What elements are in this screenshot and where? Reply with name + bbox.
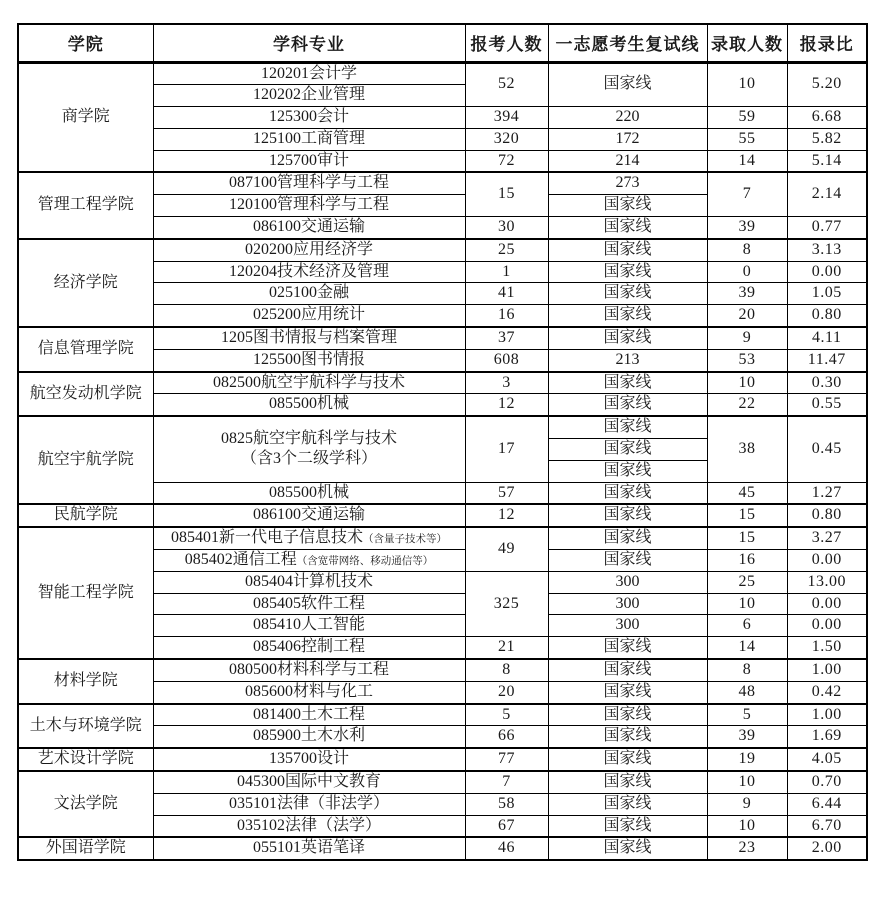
major-cell: 035101法律（非法学）: [153, 793, 465, 815]
retest-line-cell: 300: [548, 615, 707, 637]
applicants-cell: 67: [465, 815, 548, 837]
applicants-cell: 57: [465, 482, 548, 504]
admitted-cell: 10: [707, 815, 787, 837]
major-cell: 085410人工智能: [153, 615, 465, 637]
admitted-cell: 10: [707, 372, 787, 394]
admitted-cell: 39: [707, 726, 787, 748]
admitted-cell: 10: [707, 62, 787, 107]
retest-line-cell: 国家线: [548, 771, 707, 793]
major-cell: 087100管理科学与工程: [153, 172, 465, 194]
ratio-cell: 2.00: [787, 837, 867, 860]
major-cell: 085600材料与化工: [153, 681, 465, 703]
table-row: [18, 327, 867, 349]
header-ratio: 报录比: [787, 24, 867, 62]
major-cell: 125300会计: [153, 107, 465, 129]
major-cell: 055101英语笔译: [153, 837, 465, 860]
major-cell: 085404计算机技术: [153, 571, 465, 593]
applicants-cell: 12: [465, 504, 548, 527]
major-cell: 025100金融: [153, 283, 465, 305]
ratio-cell: 0.30: [787, 372, 867, 394]
admitted-cell: 25: [707, 571, 787, 593]
admitted-cell: 19: [707, 748, 787, 771]
table-row: [18, 504, 867, 527]
applicants-cell: 16: [465, 305, 548, 327]
ratio-cell: 0.00: [787, 550, 867, 572]
retest-line-cell: 国家线: [548, 460, 707, 482]
major-cell: 085405软件工程: [153, 593, 465, 615]
college-cell: 外国语学院: [18, 837, 153, 860]
ratio-cell: 2.14: [787, 172, 867, 216]
ratio-cell: 1.50: [787, 637, 867, 659]
admitted-cell: 15: [707, 504, 787, 527]
table-row: [18, 771, 867, 793]
major-cell: 020200应用经济学: [153, 239, 465, 261]
major-cell: 085500机械: [153, 394, 465, 416]
retest-line-cell: 国家线: [548, 239, 707, 261]
table-header: [18, 24, 867, 62]
applicants-cell: 49: [465, 527, 548, 571]
major-cell: 120204技术经济及管理: [153, 261, 465, 283]
college-cell: 管理工程学院: [18, 172, 153, 238]
table-row: [18, 172, 867, 194]
retest-line-cell: 300: [548, 571, 707, 593]
college-cell: 文法学院: [18, 771, 153, 837]
college-cell: 艺术设计学院: [18, 748, 153, 771]
retest-line-cell: 国家线: [548, 704, 707, 726]
major-cell: 120201会计学: [153, 62, 465, 85]
retest-line-cell: 214: [548, 150, 707, 172]
admitted-cell: 8: [707, 239, 787, 261]
admitted-cell: 0: [707, 261, 787, 283]
ratio-cell: 0.80: [787, 305, 867, 327]
major-cell: 035102法律（法学）: [153, 815, 465, 837]
applicants-cell: 58: [465, 793, 548, 815]
major-cell: 085500机械: [153, 482, 465, 504]
applicants-cell: 25: [465, 239, 548, 261]
applicants-cell: 1: [465, 261, 548, 283]
ratio-cell: 0.70: [787, 771, 867, 793]
applicants-cell: 3: [465, 372, 548, 394]
retest-line-cell: 273: [548, 172, 707, 194]
table-body: [18, 62, 867, 860]
applicants-cell: 52: [465, 62, 548, 107]
college-cell: 材料学院: [18, 659, 153, 704]
table-row: [18, 62, 867, 85]
retest-line-cell: 国家线: [548, 659, 707, 681]
ratio-cell: 4.11: [787, 327, 867, 349]
ratio-cell: 1.27: [787, 482, 867, 504]
admitted-cell: 20: [707, 305, 787, 327]
major-cell: 135700设计: [153, 748, 465, 771]
college-cell: 航空宇航学院: [18, 416, 153, 504]
applicants-cell: 30: [465, 217, 548, 239]
applicants-cell: 394: [465, 107, 548, 129]
admitted-cell: 55: [707, 128, 787, 150]
retest-line-cell: 国家线: [548, 416, 707, 438]
table-row: [18, 416, 867, 438]
major-cell: 082500航空宇航科学与技术: [153, 372, 465, 394]
ratio-cell: 0.00: [787, 261, 867, 283]
admitted-cell: 22: [707, 394, 787, 416]
header-retest-line: 一志愿考生复试线: [548, 24, 707, 62]
ratio-cell: 1.05: [787, 283, 867, 305]
major-cell: 0825航空宇航科学与技术 （含3个二级学科）: [153, 416, 465, 482]
admitted-cell: 16: [707, 550, 787, 572]
applicants-cell: 7: [465, 771, 548, 793]
header-college: 学院: [18, 24, 153, 62]
retest-line-cell: 国家线: [548, 327, 707, 349]
table-row: [18, 527, 867, 549]
applicants-cell: 46: [465, 837, 548, 860]
ratio-cell: 3.13: [787, 239, 867, 261]
major-cell: 125700审计: [153, 150, 465, 172]
college-cell: 信息管理学院: [18, 327, 153, 372]
ratio-cell: 3.27: [787, 527, 867, 549]
header-row: [18, 24, 867, 62]
applicants-cell: 72: [465, 150, 548, 172]
retest-line-cell: 国家线: [548, 550, 707, 572]
retest-line-cell: 300: [548, 593, 707, 615]
applicants-cell: 41: [465, 283, 548, 305]
admitted-cell: 9: [707, 793, 787, 815]
major-cell: 125100工商管理: [153, 128, 465, 150]
ratio-cell: 4.05: [787, 748, 867, 771]
ratio-cell: 6.70: [787, 815, 867, 837]
major-note: （含宽带网络、移动通信等）: [296, 556, 434, 568]
major-cell: 080500材料科学与工程: [153, 659, 465, 681]
major-cell: 085401新一代电子信息技术（含量子技术等）: [153, 527, 465, 549]
retest-line-cell: 国家线: [548, 793, 707, 815]
ratio-cell: 5.14: [787, 150, 867, 172]
ratio-cell: 1.00: [787, 659, 867, 681]
retest-line-cell: 国家线: [548, 217, 707, 239]
table-row: [18, 239, 867, 261]
ratio-cell: 0.55: [787, 394, 867, 416]
college-cell: 经济学院: [18, 239, 153, 327]
ratio-cell: 0.42: [787, 681, 867, 703]
major-cell: 085406控制工程: [153, 637, 465, 659]
table-row: [18, 748, 867, 771]
admitted-cell: 7: [707, 172, 787, 216]
ratio-cell: 1.00: [787, 704, 867, 726]
ratio-cell: 13.00: [787, 571, 867, 593]
retest-line-cell: 国家线: [548, 261, 707, 283]
ratio-cell: 1.69: [787, 726, 867, 748]
retest-line-cell: 国家线: [548, 394, 707, 416]
retest-line-cell: 国家线: [548, 439, 707, 461]
admissions-table: [17, 23, 868, 861]
admitted-cell: 39: [707, 283, 787, 305]
retest-line-cell: 国家线: [548, 527, 707, 549]
retest-line-cell: 国家线: [548, 62, 707, 107]
retest-line-cell: 220: [548, 107, 707, 129]
major-cell: 086100交通运输: [153, 504, 465, 527]
applicants-cell: 8: [465, 659, 548, 681]
ratio-cell: 0.77: [787, 217, 867, 239]
ratio-cell: 6.44: [787, 793, 867, 815]
applicants-cell: 17: [465, 416, 548, 482]
retest-line-cell: 国家线: [548, 504, 707, 527]
ratio-cell: 0.80: [787, 504, 867, 527]
ratio-cell: 0.00: [787, 615, 867, 637]
admitted-cell: 10: [707, 593, 787, 615]
major-cell: 125500图书情报: [153, 349, 465, 371]
major-cell: 120100管理科学与工程: [153, 195, 465, 217]
major-cell: 1205图书情报与档案管理: [153, 327, 465, 349]
retest-line-cell: 国家线: [548, 482, 707, 504]
college-cell: 航空发动机学院: [18, 372, 153, 417]
admitted-cell: 15: [707, 527, 787, 549]
retest-line-cell: 国家线: [548, 837, 707, 860]
admitted-cell: 45: [707, 482, 787, 504]
retest-line-cell: 213: [548, 349, 707, 371]
major-cell: 086100交通运输: [153, 217, 465, 239]
major-note: （含量子技术等）: [363, 534, 447, 546]
ratio-cell: 6.68: [787, 107, 867, 129]
retest-line-cell: 国家线: [548, 283, 707, 305]
major-cell: 025200应用统计: [153, 305, 465, 327]
major-cell: 085900土木水利: [153, 726, 465, 748]
admitted-cell: 6: [707, 615, 787, 637]
ratio-cell: 11.47: [787, 349, 867, 371]
table-row: [18, 704, 867, 726]
table-row: [18, 659, 867, 681]
admitted-cell: 59: [707, 107, 787, 129]
header-admitted: 录取人数: [707, 24, 787, 62]
applicants-cell: 5: [465, 704, 548, 726]
applicants-cell: 320: [465, 128, 548, 150]
admitted-cell: 8: [707, 659, 787, 681]
major-cell: 081400土木工程: [153, 704, 465, 726]
table-row: [18, 372, 867, 394]
retest-line-cell: 国家线: [548, 195, 707, 217]
ratio-cell: 0.45: [787, 416, 867, 482]
applicants-cell: 66: [465, 726, 548, 748]
admitted-cell: 14: [707, 637, 787, 659]
admitted-cell: 5: [707, 704, 787, 726]
ratio-cell: 0.00: [787, 593, 867, 615]
retest-line-cell: 国家线: [548, 372, 707, 394]
retest-line-cell: 国家线: [548, 815, 707, 837]
header-major: 学科专业: [153, 24, 465, 62]
admitted-cell: 23: [707, 837, 787, 860]
header-applicants: 报考人数: [465, 24, 548, 62]
ratio-cell: 5.20: [787, 62, 867, 107]
college-cell: 智能工程学院: [18, 527, 153, 659]
applicants-cell: 608: [465, 349, 548, 371]
major-cell: 085402通信工程（含宽带网络、移动通信等）: [153, 550, 465, 572]
retest-line-cell: 172: [548, 128, 707, 150]
admitted-cell: 39: [707, 217, 787, 239]
applicants-cell: 20: [465, 681, 548, 703]
major-cell: 120202企业管理: [153, 85, 465, 107]
retest-line-cell: 国家线: [548, 681, 707, 703]
applicants-cell: 37: [465, 327, 548, 349]
college-cell: 土木与环境学院: [18, 704, 153, 749]
applicants-cell: 15: [465, 172, 548, 216]
table-row: [18, 837, 867, 860]
retest-line-cell: 国家线: [548, 748, 707, 771]
retest-line-cell: 国家线: [548, 637, 707, 659]
college-cell: 民航学院: [18, 504, 153, 527]
admitted-cell: 9: [707, 327, 787, 349]
applicants-cell: 77: [465, 748, 548, 771]
applicants-cell: 21: [465, 637, 548, 659]
applicants-cell: 325: [465, 571, 548, 636]
admitted-cell: 10: [707, 771, 787, 793]
retest-line-cell: 国家线: [548, 305, 707, 327]
applicants-cell: 12: [465, 394, 548, 416]
retest-line-cell: 国家线: [548, 726, 707, 748]
major-cell: 045300国际中文教育: [153, 771, 465, 793]
ratio-cell: 5.82: [787, 128, 867, 150]
admitted-cell: 53: [707, 349, 787, 371]
admitted-cell: 38: [707, 416, 787, 482]
admitted-cell: 14: [707, 150, 787, 172]
college-cell: 商学院: [18, 62, 153, 172]
admitted-cell: 48: [707, 681, 787, 703]
